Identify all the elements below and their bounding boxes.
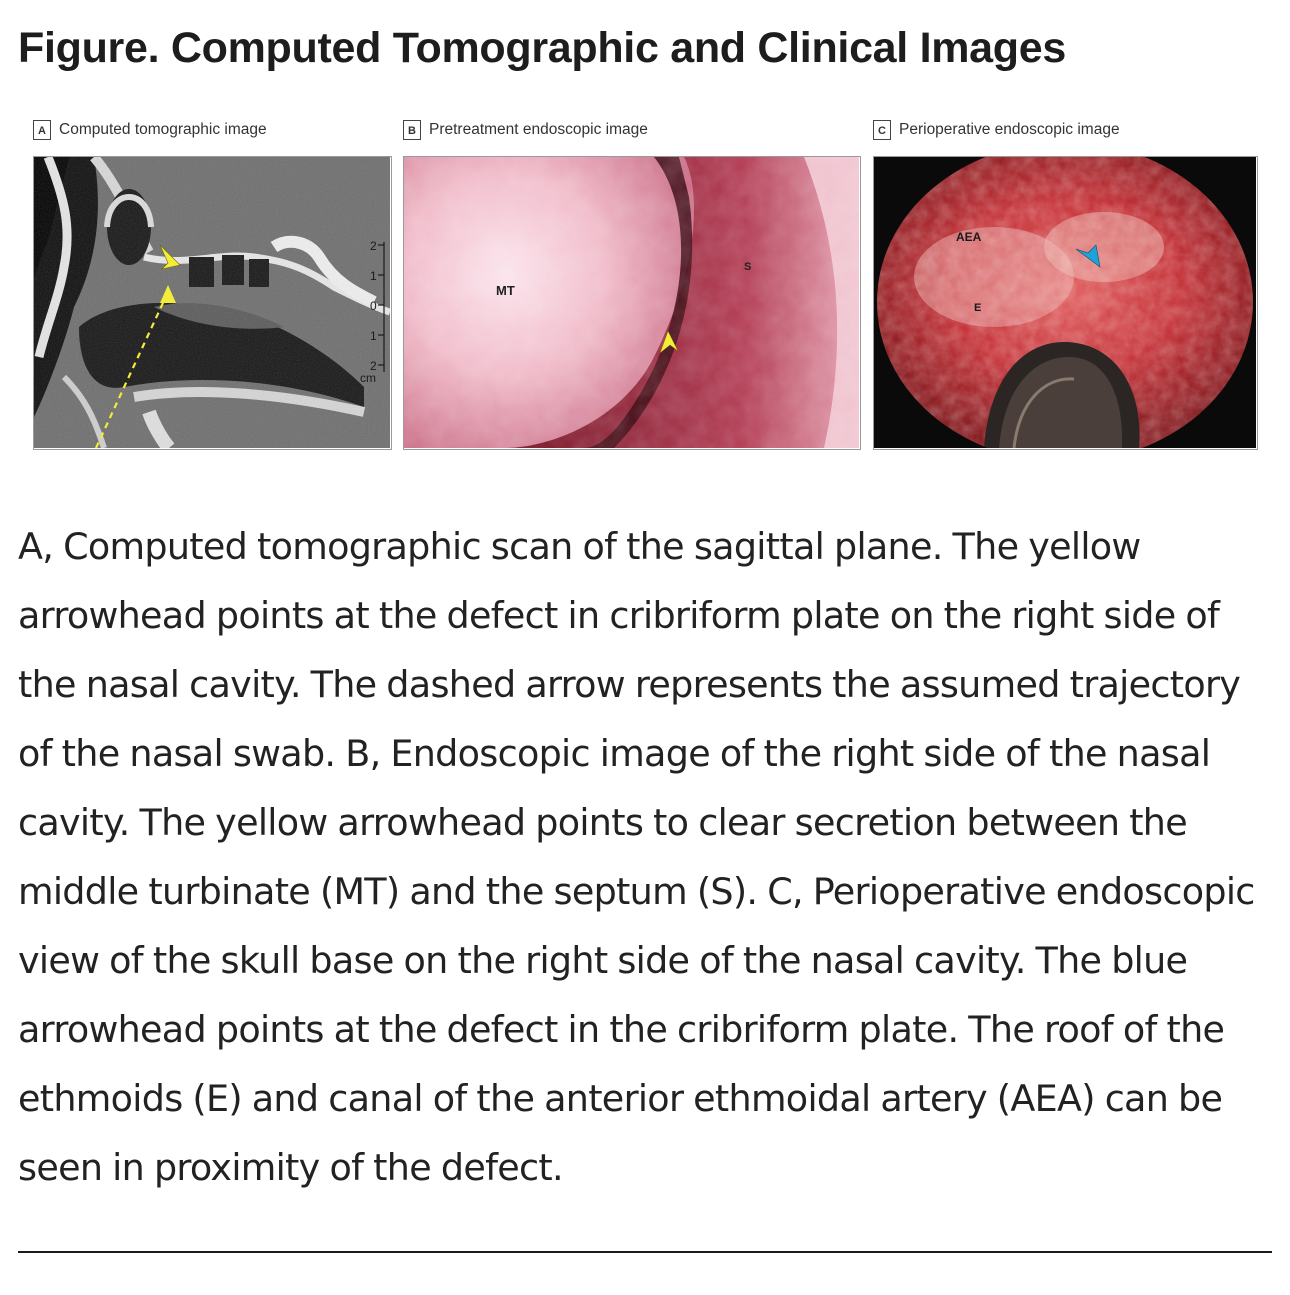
- ct-scale-tick: 1: [370, 269, 377, 283]
- panel-c-label: Perioperative endoscopic image: [899, 121, 1120, 138]
- panel-a-letter: A: [33, 120, 51, 140]
- panel-a-label: Computed tomographic image: [59, 121, 267, 138]
- e-label: E: [974, 302, 982, 314]
- ct-scale-tick: 2: [370, 359, 377, 373]
- perioperative-endoscopic-image: [873, 156, 1258, 450]
- ct-image: [33, 156, 392, 450]
- panel-b-letter: B: [403, 120, 421, 140]
- ct-scale-tick: 1: [370, 329, 377, 343]
- ct-scale-unit: cm: [360, 371, 376, 385]
- s-label: S: [744, 261, 752, 273]
- ct-scale-tick: 0: [370, 299, 377, 313]
- panel-a-label-row: [33, 118, 267, 142]
- panel-c-label-row: [873, 118, 1120, 142]
- figure-title: Figure. Computed Tomographic and Clinical Images: [18, 24, 1066, 72]
- figure-caption: A, Computed tomographic scan of the sagittal plane. The yellow arrowhead points at the defect in cribriform plate on the right side of the nasal cavity. The dashed arrow represents the assumed trajectory of the nasal swab. B, Endoscopic image of the right side of the nasal cavity. The yellow arrowhead points to clear secretion between the middle turbinate (MT) and the septum (S). C, Perioperative endoscopic view of the skull base on the right side of the nasal cavity. The blue arrowhead points at the defect in the cribriform plate. The roof of the ethmoids (E) and canal of the anterior ethmoidal artery (AEA) can be seen in proximity of the defect.: [18, 525, 1255, 1189]
- ct-scale-tick: 2: [370, 239, 377, 253]
- mt-label: MT: [496, 283, 515, 298]
- pretreatment-endoscopic-image: [403, 156, 861, 450]
- panel-c-letter: C: [873, 120, 891, 140]
- panel-b-label-row: [403, 118, 648, 142]
- panel-b-label: Pretreatment endoscopic image: [429, 121, 648, 138]
- bottom-rule: [18, 1251, 1272, 1253]
- aea-label: AEA: [956, 230, 982, 244]
